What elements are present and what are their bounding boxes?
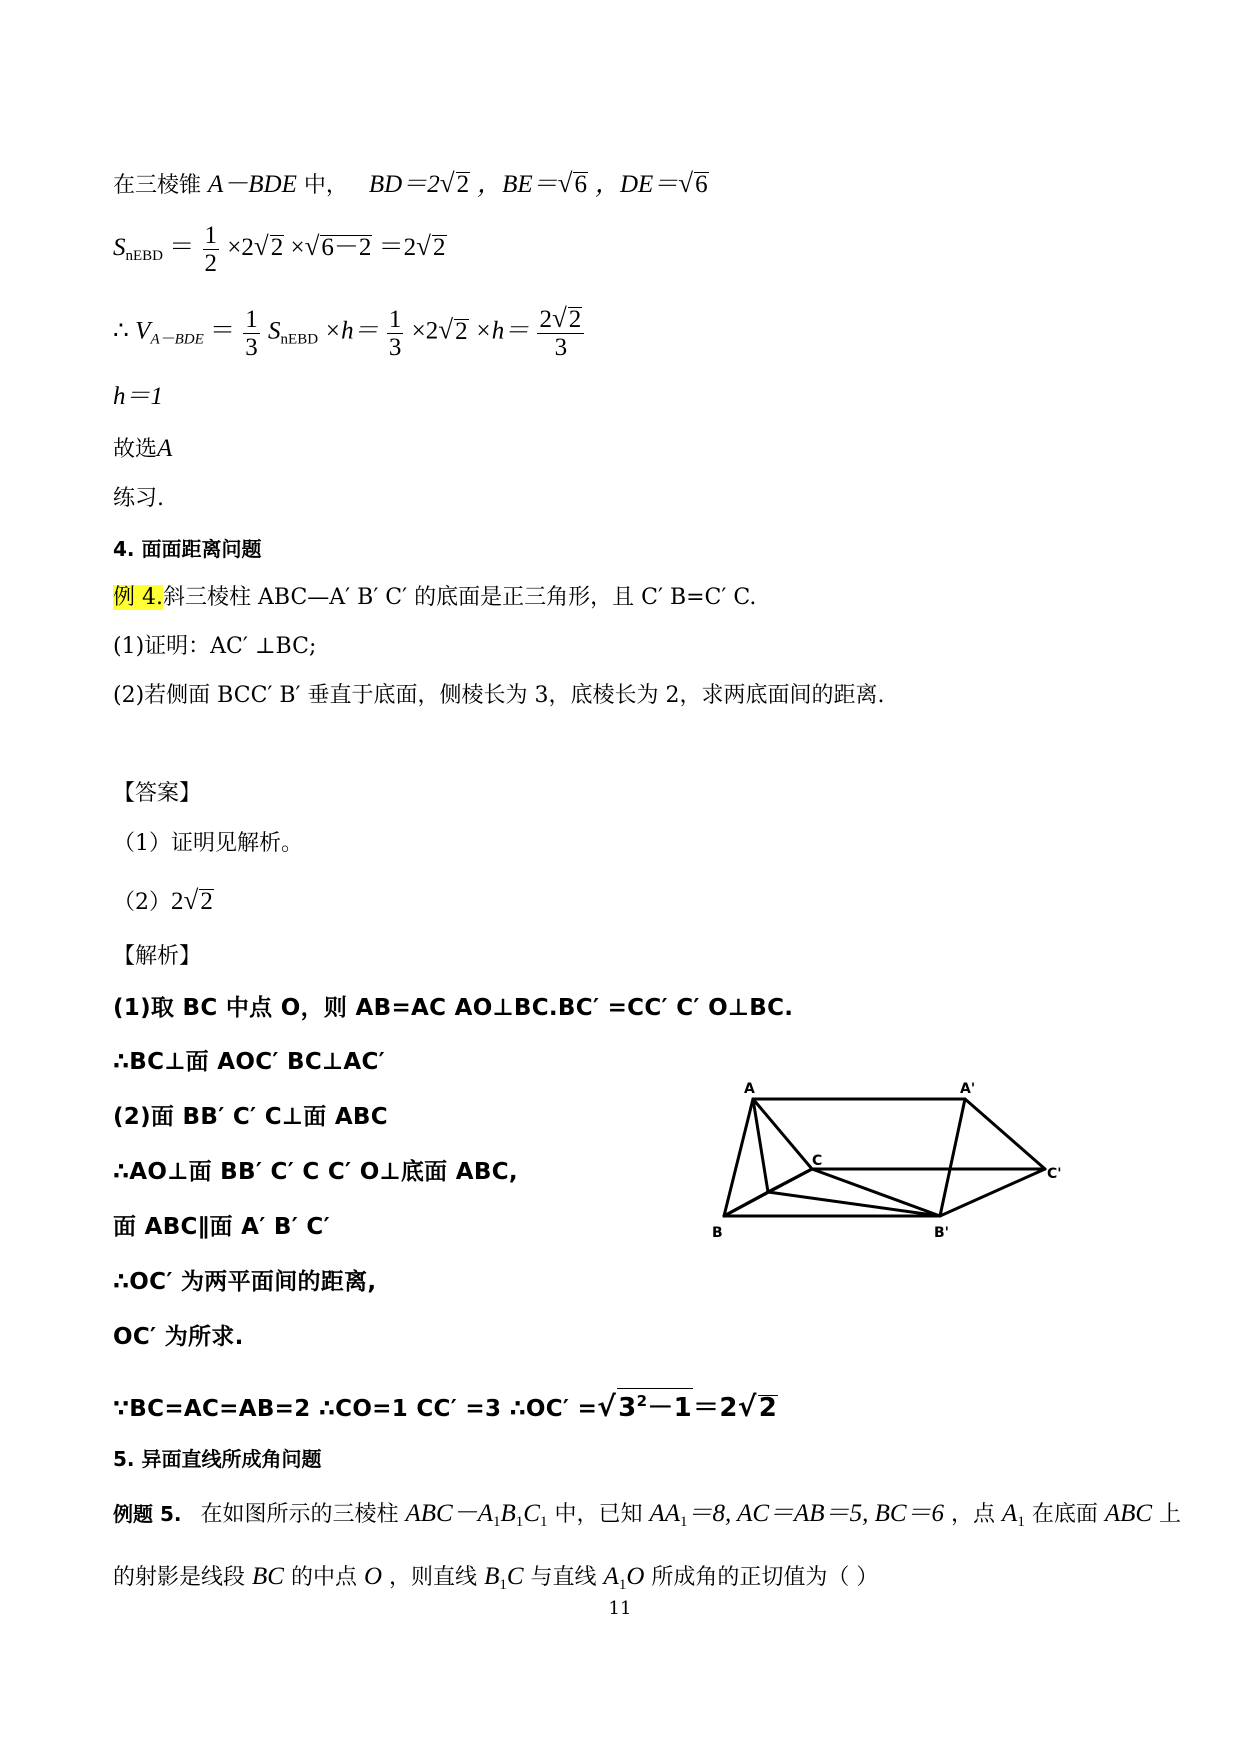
vertex-label-c1: C' bbox=[1047, 1166, 1062, 1182]
analysis-step-7: OC′ 为所求. bbox=[113, 1324, 244, 1350]
analysis-step-1: (1)取 BC 中点 O，则 AB=AC AO⊥BC.BC′ =CC′ C′ O⊥BC. bbox=[113, 995, 794, 1021]
practice-label: 练习. bbox=[113, 486, 164, 511]
analysis-step-3: (2)面 BB′ C′ C⊥面 ABC bbox=[113, 1104, 388, 1130]
vertex-label-c: C bbox=[812, 1153, 823, 1169]
section-4-heading: 4. 面面距离问题 bbox=[113, 537, 262, 561]
example-5-line-1: 例题 5. 在如图所示的三棱柱 $ABC-A_1B_1C_1$ 中，已知 $AA_1=8$, AC＝AB＝5, BC＝6 ，点 $A_1$ 在底面 ABC 上 bbox=[113, 1500, 1182, 1530]
bd-value: BD＝2√2 bbox=[368, 168, 470, 198]
example-4-q1: (1)证明：AC′ ⊥BC; bbox=[113, 634, 317, 659]
text: 在三棱锥 bbox=[113, 173, 202, 198]
edge-co bbox=[768, 1169, 812, 1192]
be-value: ，BE＝√6 bbox=[477, 168, 587, 198]
answer-heading: 【答案】 bbox=[113, 781, 202, 806]
example-5-line-2: 的射影是线段 BC 的中点 O ，则直线 $B_1C$ 与直线 $A_1O$ 所成角的正切值为（ ） bbox=[113, 1563, 879, 1593]
analysis-step-5: 面 ABC∥面 A′ B′ C′ bbox=[113, 1214, 330, 1240]
analysis-step-8: ∵BC=AC=AB=2 ∴CO=1 CC′ =3 ∴OC′ $=√3^2-1=2√2$ bbox=[113, 1390, 778, 1423]
section-5-heading: 5. 异面直线所成角问题 bbox=[113, 1447, 322, 1471]
analysis-step-6: ∴OC′ 为两平面间的距离, bbox=[113, 1269, 377, 1295]
analysis-step-2: ∴BC⊥面 AOC′ BC⊥AC′ bbox=[113, 1049, 386, 1075]
volume-formula: ∴ $V_{A-BDE}$ ＝ $\frac{1}{3}$ $S_{nEBD} \times h=$ $\frac{1}{3}$ ×2√2 ×h＝ $\frac{2√2}{3}$ bbox=[113, 305, 586, 361]
answer-1: （1）证明见解析。 bbox=[113, 831, 303, 856]
edge-ob1 bbox=[768, 1192, 940, 1216]
example-4-label: 例 4. bbox=[113, 585, 163, 610]
edge-a1b1 bbox=[940, 1099, 965, 1216]
text: 中， bbox=[303, 173, 348, 198]
area-formula: $S_{nEBD}$ ＝ $\frac{1}{2}$ ×2√2 ×√6－2 ＝2√2 bbox=[113, 222, 446, 277]
edge-cb1 bbox=[812, 1169, 940, 1216]
vertex-label-a1: A' bbox=[960, 1081, 976, 1097]
answer-2: （2）2√2 bbox=[113, 885, 213, 915]
height-result: h＝1 bbox=[113, 383, 164, 410]
edge-ab bbox=[724, 1099, 753, 1216]
vertex-label-a: A bbox=[744, 1081, 755, 1097]
vertex-label-b: B bbox=[712, 1225, 723, 1241]
analysis-heading: 【解析】 bbox=[113, 944, 202, 969]
choice-line: 故选A bbox=[113, 435, 173, 462]
de-value: ，DE＝√6 bbox=[594, 168, 708, 198]
prism-figure bbox=[700, 1075, 1070, 1245]
vertex-label-b1: B' bbox=[934, 1225, 949, 1241]
example-4-line: 例 4.斜三棱柱 ABC—A′ B′ C′ 的底面是正三角形，且 C′ B=C′ C. bbox=[113, 585, 757, 610]
analysis-step-4: ∴AO⊥面 BB′ C′ C C′ O⊥底面 ABC, bbox=[113, 1159, 518, 1185]
example-4-q2: (2)若侧面 BCC′ B′ 垂直于底面，侧棱长为 3，底棱长为 2，求两底面间的距离. bbox=[113, 683, 885, 708]
edge-b1c1 bbox=[940, 1169, 1045, 1216]
tetra-intro-line bbox=[113, 168, 709, 201]
example-5-label: 例题 5. bbox=[113, 1502, 182, 1526]
tetra-name: A－BDE bbox=[208, 171, 297, 198]
edge-a1c1 bbox=[965, 1099, 1045, 1169]
page-number: 11 bbox=[608, 1598, 632, 1619]
